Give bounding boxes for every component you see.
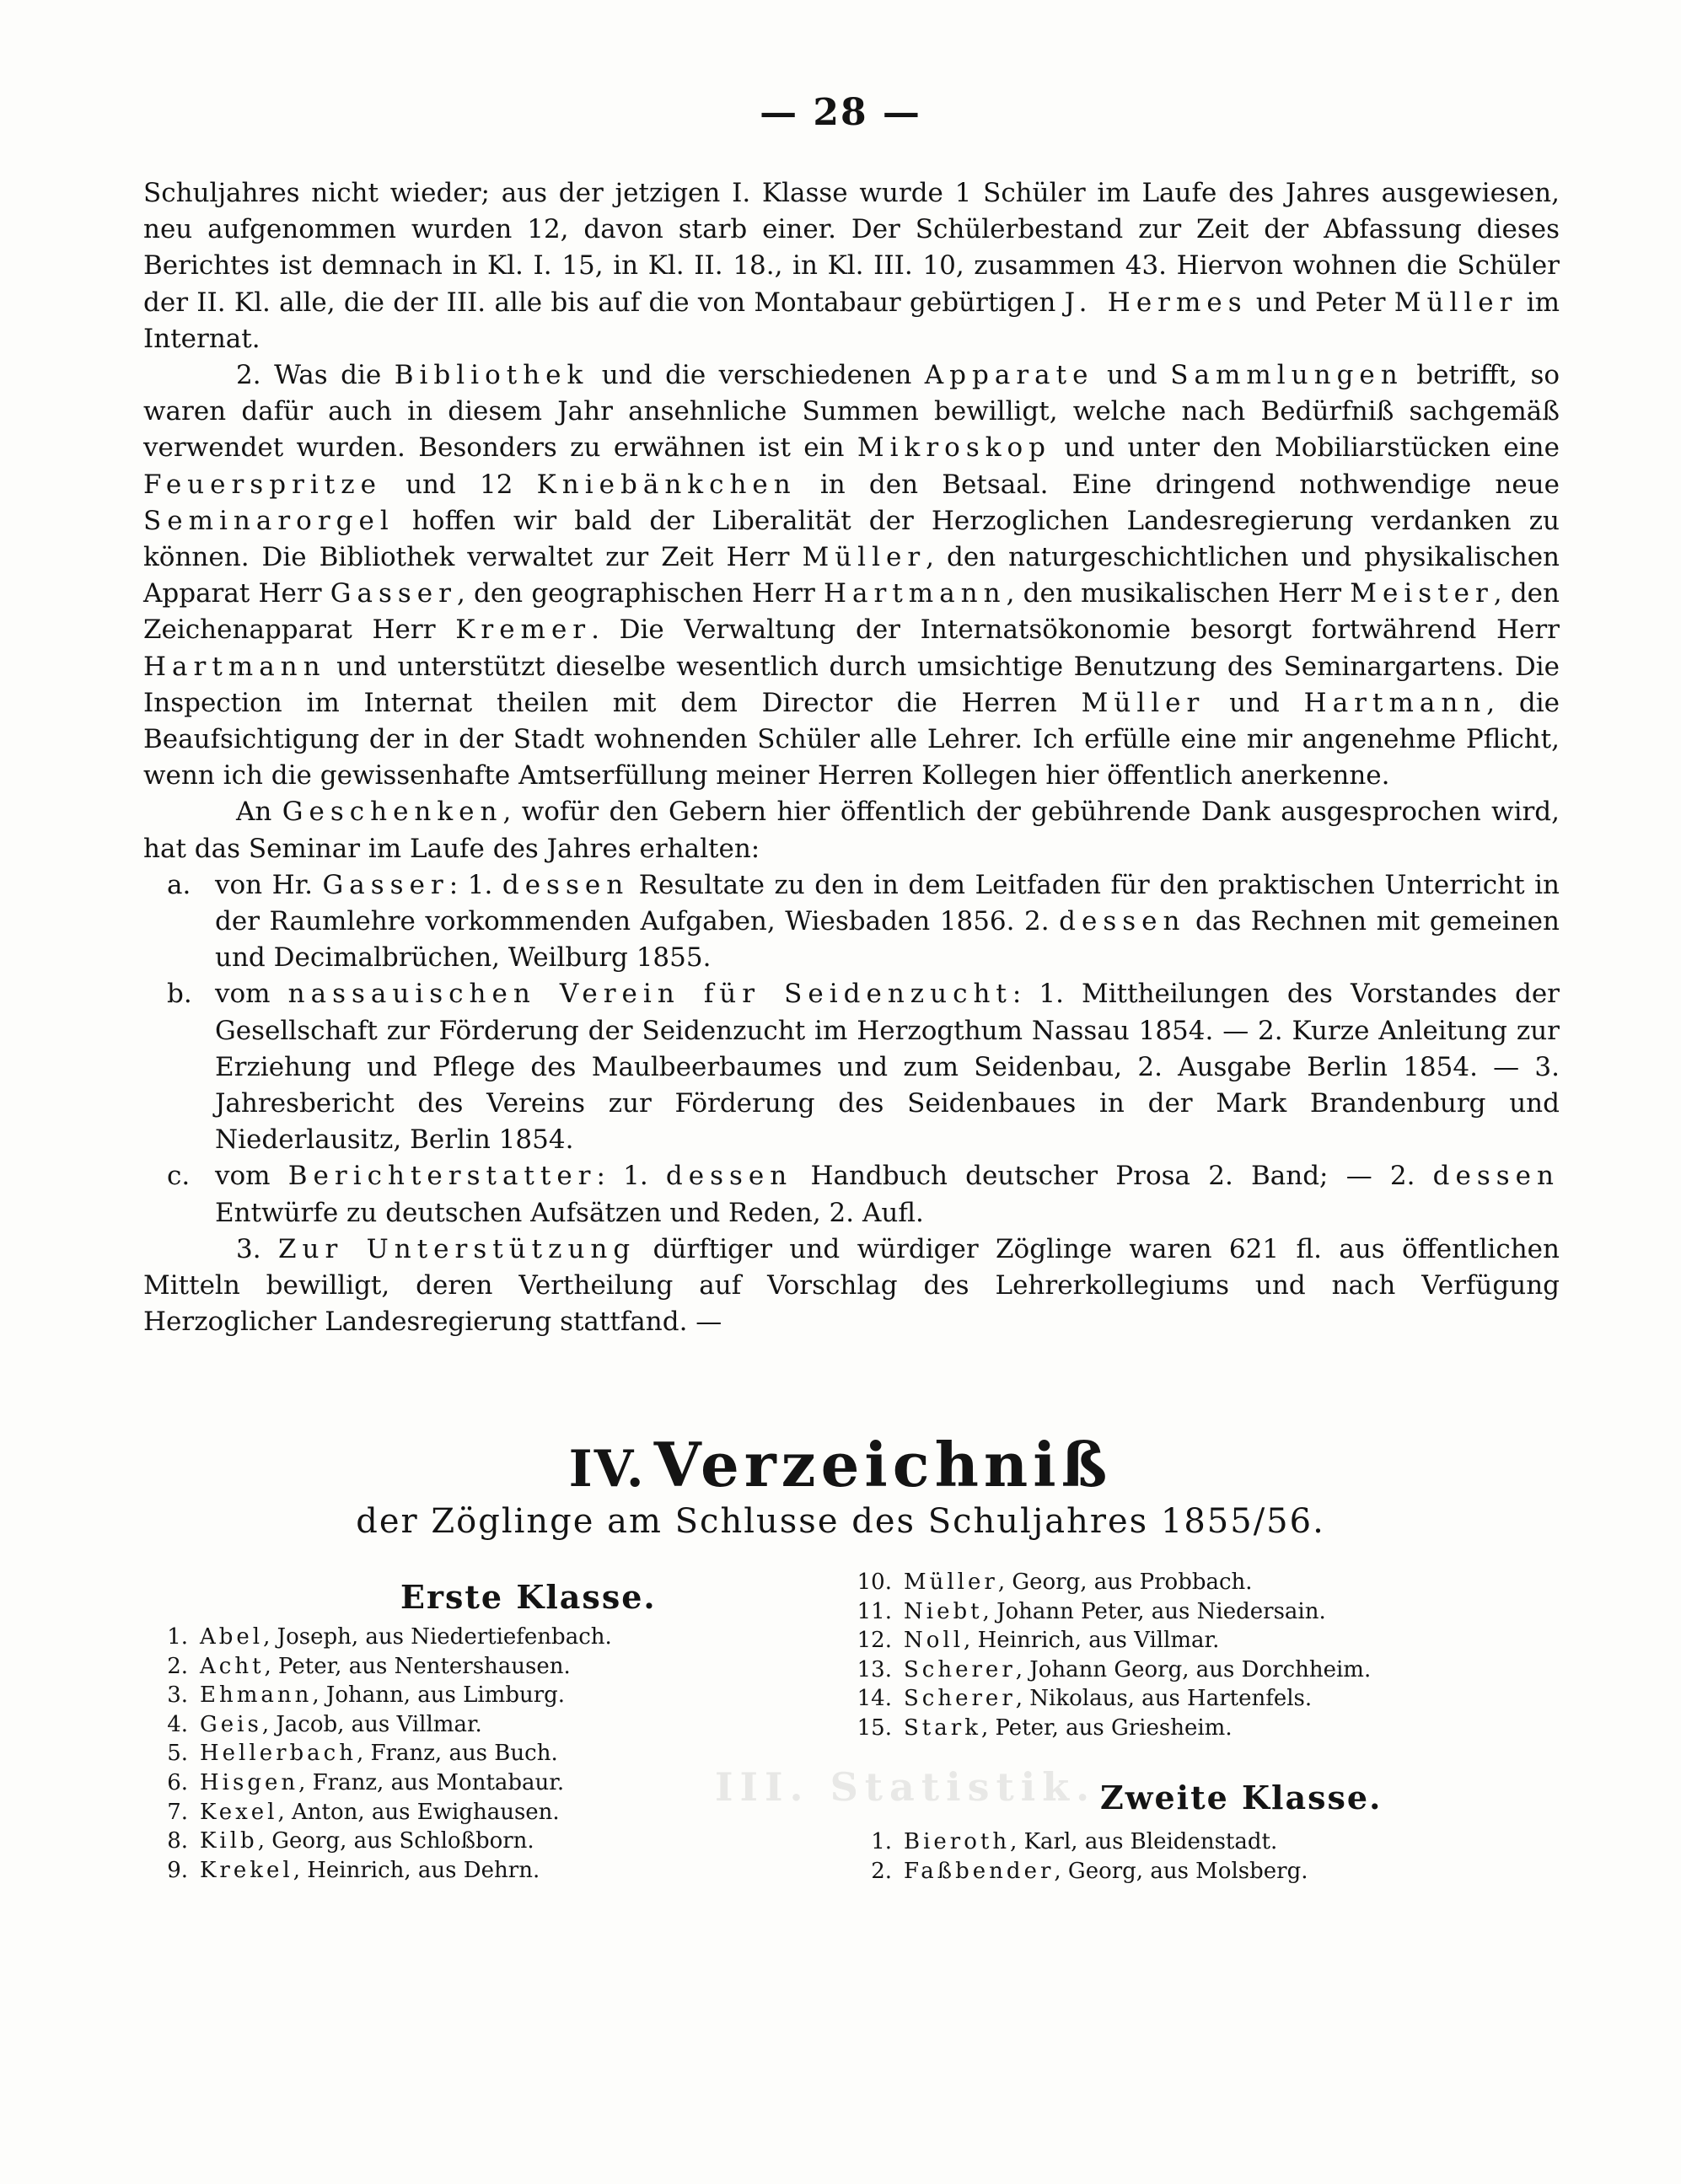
pupil-details: , Nikolaus, aus Hartenfels.	[1015, 1686, 1313, 1712]
pupil-surname: Kexel	[200, 1799, 278, 1825]
emphasized-text: dessen	[1432, 1161, 1560, 1192]
emphasized-text: Seminarorgel	[143, 505, 395, 536]
emphasized-text: Müller	[1394, 287, 1518, 318]
gift-item-c	[143, 1158, 1560, 1231]
pupil-number: 2.	[167, 1653, 188, 1679]
pupil-details: , Jacob, aus Villmar.	[261, 1711, 482, 1737]
emphasized-text: dessen	[1059, 906, 1186, 937]
faint-bleed-through-heading: III. Statistik.	[715, 1764, 1097, 1810]
gift-item-b	[143, 976, 1560, 1158]
emphasized-text: Gasser	[330, 578, 457, 609]
pupil-entry	[843, 1857, 1308, 1886]
pupil-details: , Peter, aus Griesheim.	[980, 1714, 1233, 1741]
pupil-surname: Bieroth	[904, 1829, 1011, 1854]
pupil-entry	[843, 1626, 1371, 1655]
pupil-number: 10.	[857, 1570, 892, 1595]
gift-item-a	[143, 867, 1560, 977]
pupil-details: , Georg, aus Schloßborn.	[257, 1828, 534, 1854]
pupil-number: 1.	[871, 1829, 892, 1854]
gift-text: von Hr. Gasser: 1. dessen Resultate zu den in dem Leitfaden für den praktischen Unterricht in der Raumlehre vorkommenden Aufgaben, Wiesbaden 1856. 2. dessen das Rechnen mit gemeinen und Decimalbrüchen, Weilburg 1855.	[215, 869, 1560, 974]
gift-label: a.	[167, 869, 191, 900]
pupil-surname: Scherer	[904, 1656, 1016, 1682]
pupil-details: , Heinrich, aus Villmar.	[964, 1628, 1220, 1654]
pupil-number: 4.	[167, 1711, 188, 1737]
emphasized-text: Zur Unterstützung	[277, 1233, 636, 1264]
paragraph-library-collections: 2. Was die Bibliothek und die verschiedenen Apparate und Sammlungen betrifft, so waren dafür auch in diesem Jahr ansehnliche Summen bewilligt, welche nach Bedürfniß sachgemäß verwendet wurden. Besonders zu erwähnen ist ein Mikroskop und unter den Mobiliarstücken eine Feuerspritze und 12 Kniebänkchen in den Betsaal. Eine dringend nothwendige neue Seminarorgel hoffen wir bald der Liberalität der Herzoglichen Landesregierung verdanken zu können. Die Bibliothek verwaltet zur Zeit Herr Müller, den naturgeschichtlichen und physikalischen Apparat Herr Gasser, den geographischen Herr Hartmann, den musikalischen Herr Meister, den Zeichenapparat Herr Kremer. Die Verwaltung der Internatsökonomie besorgt fortwährend Herr Hartmann und unterstützt dieselbe wesentlich durch umsichtige Benutzung des Seminargartens. Die Inspection im Internat theilen mit dem Director die Herren Müller und Hartmann, die Beaufsichtigung der in der Stadt wohnenden Schüler alle Lehrer. Ich erfülle eine mir angenehme Pflicht, wenn ich die gewissenhafte Amtserfüllung meiner Herren Kollegen hier öffentlich anerkenne.	[143, 360, 1560, 791]
paragraph-gifts-intro: An Geschenken, wofür den Gebern hier öffentlich der gebührende Dank ausgesprochen wird, hat das Seminar im Laufe des Jahres erhalten:	[143, 797, 1560, 864]
section-title: Verzeichniß	[653, 1429, 1113, 1500]
pupil-surname: Abel	[200, 1624, 264, 1650]
pupil-number: 6.	[167, 1769, 188, 1795]
emphasized-text: Apparate	[924, 360, 1094, 391]
first-class-heading: Erste Klasse.	[400, 1578, 657, 1616]
pupil-surname: Stark	[904, 1714, 981, 1741]
pupil-entry	[139, 1798, 612, 1827]
emphasized-text: Hartmann	[1303, 687, 1487, 718]
pupil-surname: Geis	[200, 1711, 262, 1737]
page-number: — 28 —	[760, 91, 921, 134]
pupil-number: 9.	[167, 1857, 188, 1883]
emphasized-text: Hartmann	[143, 651, 326, 682]
emphasized-text: Geschenken	[282, 797, 503, 828]
pupil-number: 5.	[167, 1741, 188, 1767]
emphasized-text: Müller	[802, 542, 926, 573]
section-roman-numeral: IV.	[568, 1440, 646, 1499]
pupil-number: 8.	[167, 1828, 188, 1854]
pupil-surname: Kilb	[200, 1828, 258, 1854]
pupil-entry	[843, 1827, 1308, 1857]
pupil-entry	[139, 1623, 612, 1652]
pupil-details: , Heinrich, aus Dehrn.	[293, 1857, 540, 1883]
pupil-entry	[843, 1655, 1371, 1685]
emphasized-text: dessen	[502, 869, 630, 900]
pupil-details: , Karl, aus Bleidenstadt.	[1010, 1829, 1278, 1854]
pupil-surname: Ehmann	[200, 1682, 313, 1709]
pupil-details: , Joseph, aus Niedertiefenbach.	[263, 1624, 612, 1650]
emphasized-text: dessen	[665, 1161, 793, 1192]
pupil-surname: Müller	[904, 1570, 998, 1595]
pupil-surname: Scherer	[904, 1686, 1016, 1712]
emphasized-text: Mikroskop	[857, 432, 1052, 464]
pupil-details: , Johann Peter, aus Niedersain.	[982, 1598, 1326, 1624]
pupil-surname: Acht	[200, 1653, 265, 1679]
pupil-details: , Peter, aus Nentershausen.	[264, 1653, 571, 1679]
pupil-details: , Franz, aus Montabaur.	[298, 1769, 565, 1795]
emphasized-text: Bibliothek	[394, 360, 589, 391]
emphasized-text: Berichterstatter	[287, 1161, 597, 1192]
first-class-list-left	[139, 1623, 612, 1885]
gift-text: vom nassauischen Verein für Seidenzucht: 1. Mittheilungen des Vorstandes der Gesellschaft zur Förderung der Seidenzucht im Herzogthum Nassau 1854. — 2. Kurze Anleitung zur Erziehung und Pflege des Maulbeerbaumes und zum Seidenbau, 2. Ausgabe Berlin 1854. — 3. Jahresbericht des Vereins zur Förderung des Seidenbaues in der Mark Brandenburg und Niederlausitz, Berlin 1854.	[215, 979, 1560, 1156]
emphasized-text: Meister	[1350, 578, 1494, 609]
pupil-entry	[139, 1768, 612, 1798]
pupil-surname: Faßbender	[904, 1858, 1055, 1884]
pupil-entry	[139, 1652, 612, 1682]
gift-label: b.	[167, 979, 192, 1010]
pupil-entry	[139, 1681, 612, 1710]
pupil-entry	[843, 1597, 1371, 1627]
emphasized-text: Gasser	[322, 869, 449, 900]
pupil-details: , Johann, aus Limburg.	[312, 1682, 566, 1709]
pupil-entry	[843, 1714, 1371, 1743]
pupil-number: 15.	[857, 1714, 892, 1741]
pupil-surname: Krekel	[200, 1857, 293, 1883]
second-class-list	[843, 1827, 1308, 1886]
paragraph-support: 3. Zur Unterstützung dürftiger und würdiger Zöglinge waren 621 fl. aus öffentlichen Mitteln bewilligt, deren Vertheilung auf Vorschlag des Lehrerkollegiums und nach Verfügung Herzoglicher Landesregierung stattfand. —	[143, 1233, 1560, 1338]
pupil-details: , Franz, aus Buch.	[356, 1741, 558, 1767]
pupil-number: 11.	[857, 1598, 892, 1624]
pupil-details: , Johann Georg, aus Dorchheim.	[1015, 1656, 1372, 1682]
section-subtitle: der Zöglinge am Schlusse des Schuljahres 1855/56.	[356, 1502, 1325, 1541]
pupil-surname: Noll	[904, 1628, 964, 1654]
emphasized-text: Feuerspritze	[143, 469, 382, 500]
pupil-number: 1.	[167, 1624, 188, 1650]
pupil-entry	[139, 1827, 612, 1856]
emphasized-text: Müller	[1081, 687, 1206, 718]
pupil-entry	[843, 1568, 1371, 1597]
pupil-number: 12.	[857, 1628, 892, 1654]
pupil-surname: Niebt	[904, 1598, 983, 1624]
emphasized-text: Kremer	[455, 614, 592, 646]
gift-label: c.	[167, 1161, 191, 1192]
emphasized-text: J. Hermes	[1064, 287, 1248, 318]
second-class-heading: Zweite Klasse.	[1100, 1779, 1383, 1816]
emphasized-text: Hartmann	[824, 578, 1007, 609]
gift-text: vom Berichterstatter: 1. dessen Handbuch deutscher Prosa 2. Band; — 2. dessen Entwürfe zu deutschen Aufsätzen und Reden, 2. Aufl.	[215, 1161, 1560, 1228]
pupil-details: , Georg, aus Molsberg.	[1054, 1858, 1308, 1884]
pupil-surname: Hellerbach	[200, 1741, 357, 1767]
emphasized-text: Kniebänkchen	[536, 469, 797, 500]
paragraph-pupil-count: Schuljahres nicht wieder; aus der jetzigen I. Klasse wurde 1 Schüler im Laufe des Jahres ausgewiesen, neu aufgenommen wurden 12, davon starb einer. Der Schülerbestand zur Zeit der Abfassung dieses Berichtes ist demnach in Kl. I. 15, in Kl. II. 18., in Kl. III. 10, zusammen 43. Hiervon wohnen die Schüler der II. Kl. alle, die der III. alle bis auf die von Montabaur gebürtigen J. Hermes und Peter Müller im Internat.	[143, 178, 1560, 354]
pupil-number: 2.	[871, 1858, 892, 1884]
pupil-number: 13.	[857, 1656, 892, 1682]
section-heading	[0, 1429, 1681, 1500]
pupil-number: 14.	[857, 1686, 892, 1712]
first-class-list-right	[843, 1568, 1371, 1743]
pupil-details: , Georg, aus Probbach.	[997, 1570, 1253, 1595]
pupil-entry	[139, 1710, 612, 1740]
pupil-number: 7.	[167, 1799, 188, 1825]
emphasized-text: Sammlungen	[1170, 360, 1404, 391]
pupil-entry	[139, 1856, 612, 1886]
pupil-details: , Anton, aus Ewighausen.	[277, 1799, 560, 1825]
pupil-entry	[139, 1739, 612, 1768]
pupil-number: 3.	[167, 1682, 188, 1709]
pupil-entry	[843, 1684, 1371, 1714]
emphasized-text: nassauischen Verein für Seidenzucht	[287, 979, 1012, 1010]
report-body	[143, 175, 1560, 1341]
pupil-surname: Hisgen	[200, 1769, 299, 1795]
